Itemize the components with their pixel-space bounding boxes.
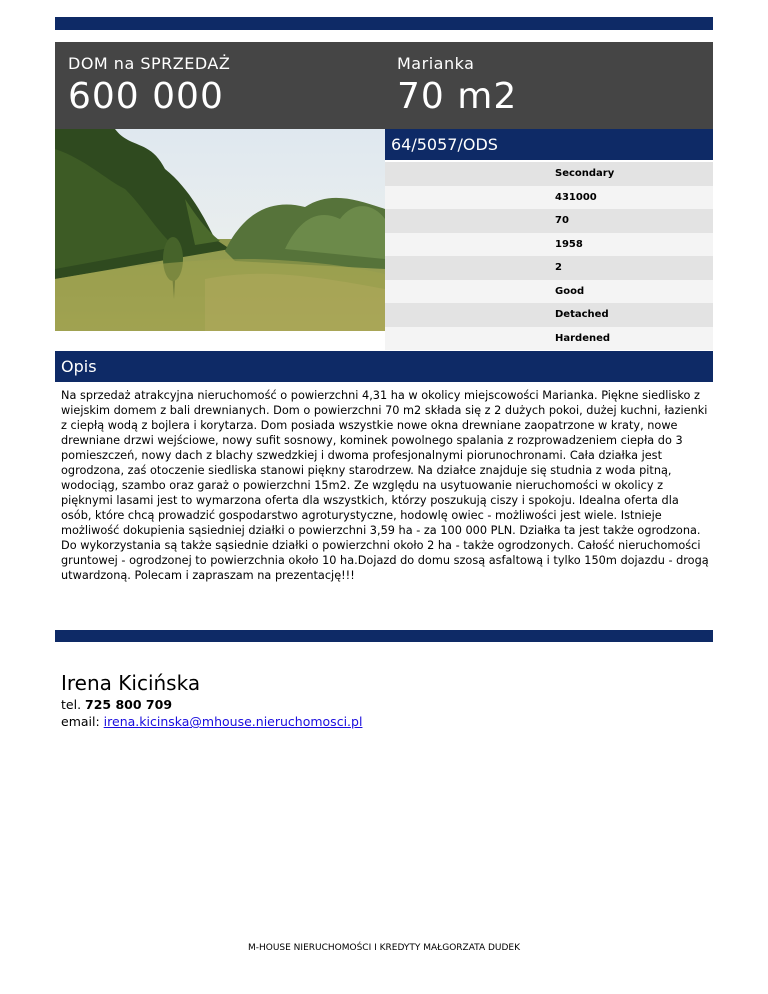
email-label: email: xyxy=(61,714,100,729)
location-block xyxy=(397,54,517,115)
price-block xyxy=(68,54,230,115)
spec-row-condition: Good xyxy=(385,280,713,304)
listing-reference: 64/5057/ODS xyxy=(391,135,498,154)
phone-label: tel. xyxy=(61,697,82,712)
agent-contact xyxy=(61,671,362,729)
listing-price: 600 000 xyxy=(68,76,224,117)
listing-location: Marianka xyxy=(397,54,475,73)
description-text: Na sprzedaż atrakcyjna nieruchomość o powierzchni 4,31 ha w okolicy miejscowości Marianka. Piękne siedlisko z wiejskim domem z bali drewnianych. Dom o powierzchni 70 m2 składa się z 2 dużych pokoi, dużej kuchni, łazienki z ciepłą wodą z bojlera i korytarza. Dom posiada wszystkie nowe okna drewniane zaopatrzone w kraty, nowe drewniane drzwi wejściowe, nowy sufit sosnowy, kominek powolnego spalania z rozprowadzeniem ciepła do 3 pomieszczeń, nowy dach z blachy szwedzkiej i dwoma profesjonalnymi piorunochronami. Cała działka jest ogrodzona, zaś otoczenie siedliska stanowi piękny starodrzew. Na działce znajduje się studnia z woda pitną, wodociąg, szambo oraz garaż o powierzchni 15m2. Ze względu na usytuowanie nieruchomości w okolicy z pięknymi lasami jest to wymarzona oferta dla wszystkich, którzy poszukują ciszy i spokoju. Idealna oferta dla osób, które chcą prowadzić gospodarstwo agroturystyczne, hodowlę owiec - możliwości jest wiele. Istnieje możliwość dokupienia sąsiedniej działki o powierzchni 3,59 ha - za 100 000 PLN. Działka ta jest także ogrodzona. Do wykorzystania są także sąsiednie działki o powierzchni około 2 ha - także ogrodzonych. Całość nieruchomości gruntowej - ogrodzonej to powierzchnia około 10 ha.Dojazd do domu szosą asfaltową i tylko 150m dojazdu - drogą utwardzoną. Polecam i zapraszam na prezentację!!! xyxy=(61,389,709,582)
top-accent-bar xyxy=(55,17,713,30)
spec-row-building-type: Detached xyxy=(385,303,713,327)
spec-row-area: 70 xyxy=(385,209,713,233)
spec-row-access-road: Hardened xyxy=(385,327,713,351)
agent-name: Irena Kicińska xyxy=(61,671,201,695)
spec-table xyxy=(385,162,713,350)
spec-row-year: 1958 xyxy=(385,233,713,257)
spec-row-plot: 431000 xyxy=(385,186,713,210)
description-heading: Opis xyxy=(61,357,97,376)
agent-email-line xyxy=(61,714,362,729)
spec-row-rooms: 2 xyxy=(385,256,713,280)
listing-header xyxy=(55,42,713,129)
spec-row-market: Secondary xyxy=(385,162,713,186)
listing-type: DOM na SPRZEDAŻ xyxy=(68,54,231,73)
property-photo xyxy=(55,129,385,331)
description-heading-bar xyxy=(55,351,713,382)
agent-phone-line xyxy=(61,697,362,712)
footer-company: M-HOUSE NIERUCHOMOŚCI I KREDYTY MAŁGORZATA DUDEK xyxy=(247,943,521,953)
agent-phone: 725 800 709 xyxy=(85,697,173,712)
listing-area: 70 m2 xyxy=(397,76,518,117)
reference-bar xyxy=(385,129,713,160)
agent-email-link[interactable]: irena.kicinska@mhouse.nieruchomosci.pl xyxy=(103,714,363,729)
bottom-accent-bar xyxy=(55,630,713,642)
